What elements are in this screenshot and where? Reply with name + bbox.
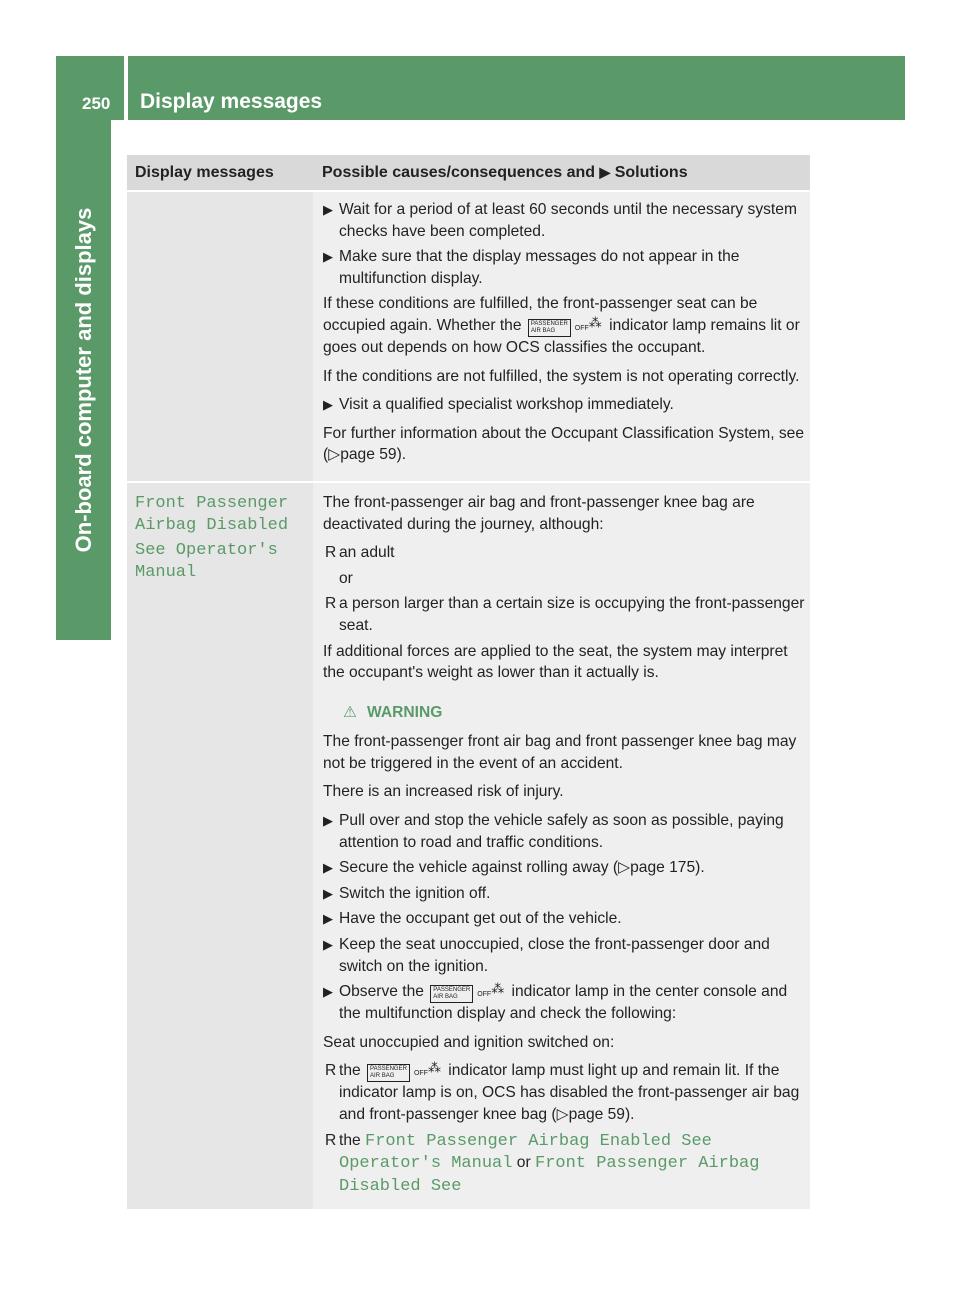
arrow-icon: ▶ <box>599 164 611 180</box>
arrow-icon: ▶ <box>323 885 333 901</box>
display-message-inline: Front Passenger Airbag Disabled See <box>339 1154 760 1196</box>
arrow-icon: ▶ <box>323 860 333 876</box>
page-ref-link[interactable]: page 59). <box>568 1106 635 1123</box>
table-row <box>127 192 810 481</box>
col-header-messages: Display messages <box>135 164 274 181</box>
bullet-icon: R <box>325 1131 337 1149</box>
page-ref-link[interactable]: page 59). <box>340 446 407 464</box>
page-ref-link[interactable]: page 175). <box>630 859 705 877</box>
solution-cell: ▶ Wait for a period of at least 60 seconds until the necessary system checks have been completed. ▶ Make sure that the display messages do not appear in the multifunction display. If these conditions are fulfilled, the front-passenger seat can be occupied again. Whether the PASSENGER AIR BAG OFF ⁂ indicator lamp remains lit or goes out depends on how OCS classifies the occupant. If the conditions are not fulfilled, the system is not operating correctly. ▶ Visit a qualified specialist workshop immediately. For further information about the Occupant Classification System, see (▷page 59). <box>313 192 810 481</box>
airbag-off-icon: OFF ⁂ <box>477 981 505 999</box>
bullet-icon: R <box>325 595 337 613</box>
arrow-icon: ▶ <box>323 397 333 413</box>
side-tab <box>56 120 111 640</box>
header-divider <box>124 56 128 120</box>
arrow-icon: ▶ <box>323 813 333 829</box>
passenger-airbag-icon: PASSENGER AIR BAG <box>367 1064 410 1082</box>
display-message-line: Front Passenger <box>135 493 289 513</box>
message-cell <box>127 192 313 481</box>
passenger-airbag-icon: PASSENGER AIR BAG <box>528 319 571 337</box>
airbag-off-icon: OFF ⁂ <box>413 1060 441 1078</box>
passenger-airbag-icon: PASSENGER AIR BAG <box>430 985 473 1003</box>
message-cell <box>127 483 313 1209</box>
page-ref-icon: ▷ <box>618 859 631 877</box>
bullet-icon: R <box>325 1062 337 1080</box>
table-header <box>127 155 810 190</box>
page-ref-icon: ▷ <box>328 446 341 464</box>
display-messages-table <box>127 155 810 1211</box>
arrow-icon: ▶ <box>323 911 333 927</box>
bullet-icon: R <box>325 544 337 562</box>
arrow-icon: ▶ <box>323 937 333 953</box>
page-title: Display messages <box>140 90 323 113</box>
display-message-line: Airbag Disabled <box>135 515 289 535</box>
solution-cell: The front-passenger air bag and front-passenger knee bag are deactivated during the journey, although: R an adult or R a person larger than a certain size is occupying the front-passenger seat. If additional forces are applied to the seat, the system may interpret the occupant's weight as lower than it actually is. ⚠ WARNING The front-passenger front air bag and front passenger knee bag may not be triggered in the event of an accident. There is an increased risk of injury. ▶ Pull over and stop the vehicle safely as soon as possible, paying attention to road and traffic conditions. ▶ Secure the vehicle against rolling away (▷page 175). ▶ Switch the ignition off. ▶ Have the occupant get out of the vehicle. ▶ Keep the seat unoccupied, close the front-passenger door and switch on the ignition. ▶ Observe the PASSENGER AIR BAG OFF ⁂ indicator lamp in the center console and the multifunction display and check the following: Seat unoccupied and ignition switched on: R the PASSENGER AIR BAG OFF ⁂ indicator lamp must light up and remain lit. If the indicator lamp is on, OCS has disabled the front-passenger air bag and front-passenger knee bag (▷page 59). R the Front Passenger Airbag Enabled See Operator's Manual or Front Passenger Airbag Disabled See <box>313 483 810 1209</box>
page-number: 250 <box>82 94 111 113</box>
display-message-inline: Front Passenger Airbag Enabled See Operator's Manual <box>339 1131 712 1174</box>
side-tab-label: On-board computer and displays <box>70 207 96 553</box>
warning-heading: ⚠ WARNING <box>323 702 805 724</box>
airbag-off-icon: OFF ⁂ <box>574 314 602 332</box>
page-ref-icon: ▷ <box>556 1106 569 1123</box>
col-header-causes: Possible causes/consequences and ▶ Solutions <box>322 164 688 181</box>
display-message-line: Manual <box>135 562 197 582</box>
display-message-line: See Operator's <box>135 541 278 561</box>
table-row <box>127 483 810 1209</box>
arrow-icon: ▶ <box>323 984 333 1000</box>
warning-icon: ⚠ <box>343 703 357 721</box>
arrow-icon: ▶ <box>323 202 333 217</box>
arrow-icon: ▶ <box>323 249 333 265</box>
